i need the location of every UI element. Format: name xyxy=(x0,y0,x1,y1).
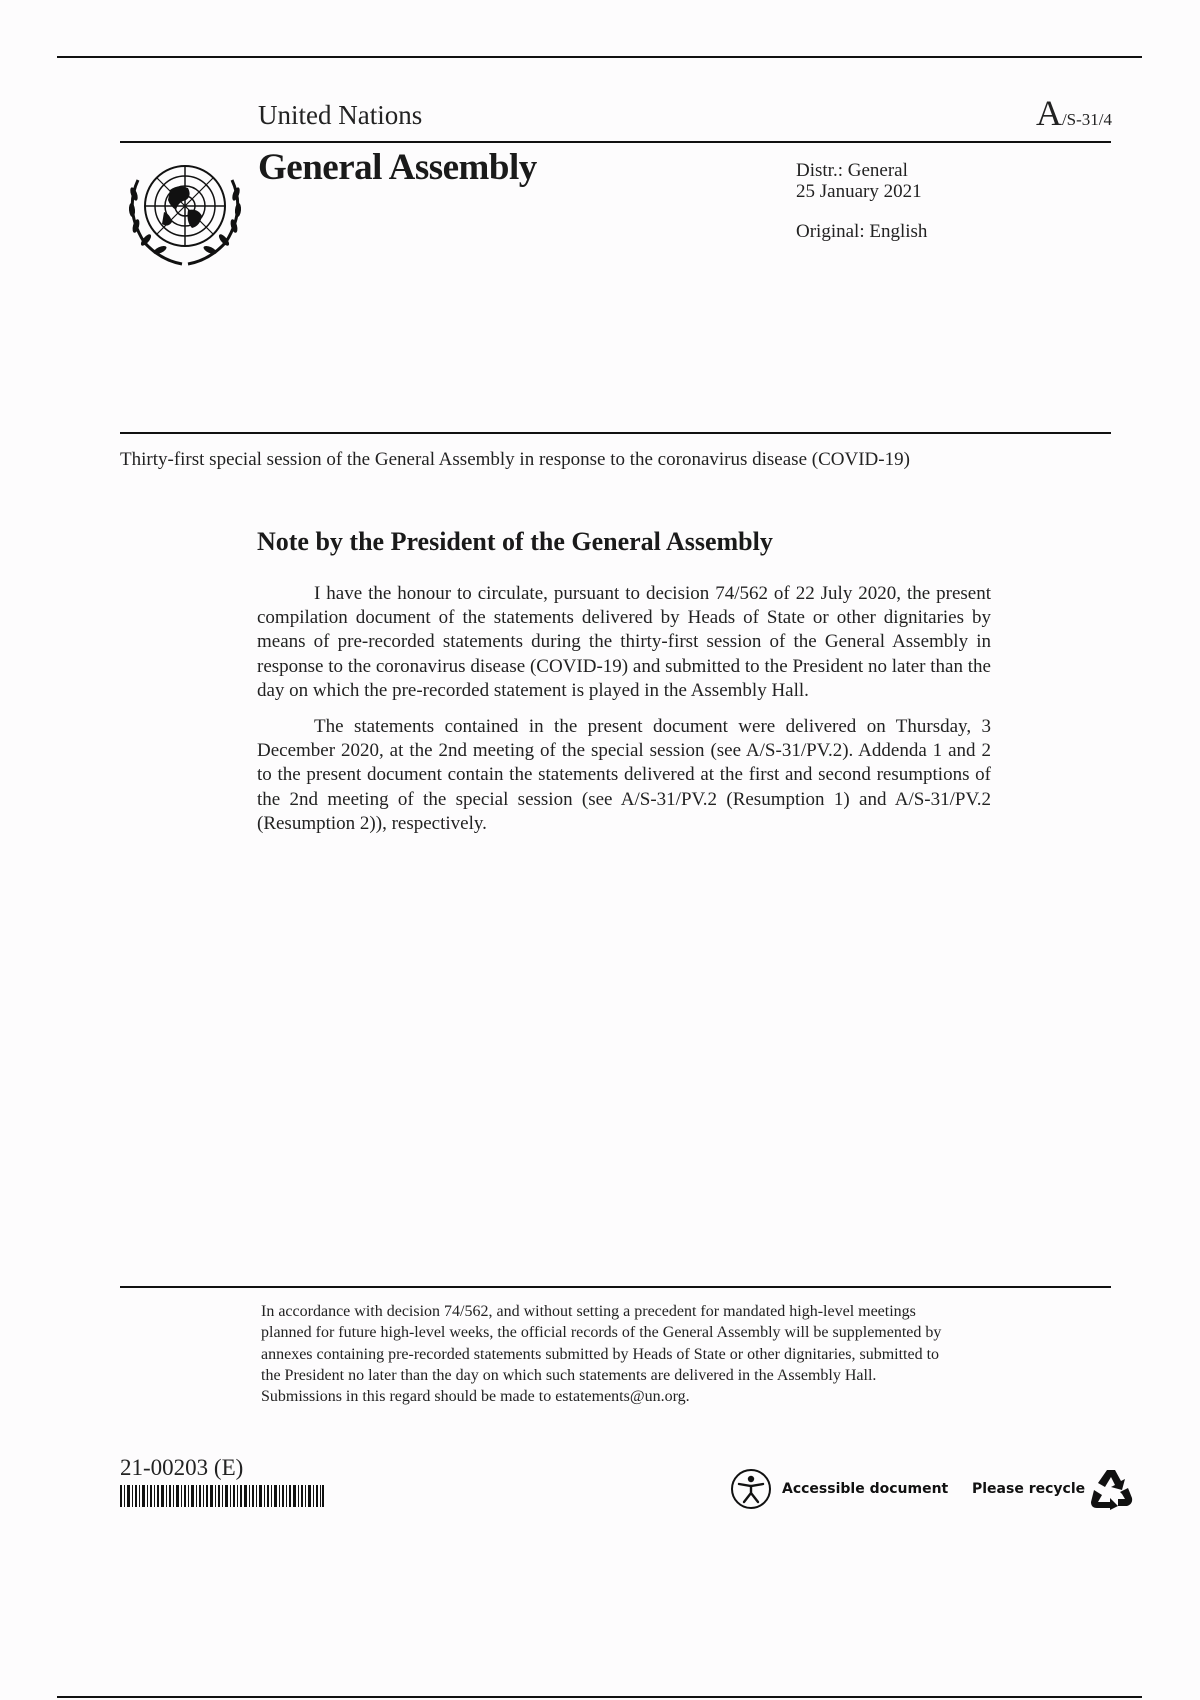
document-symbol xyxy=(1036,92,1112,134)
organization-label: United Nations xyxy=(258,100,423,130)
accessible-document-badge xyxy=(730,1468,948,1510)
symbol-suffix: /S-31/4 xyxy=(1061,110,1112,129)
session-title: Thirty-first special session of the General Assembly in response to the coronavirus disease (COVID-19) xyxy=(120,449,910,470)
original-language: Original: English xyxy=(796,221,928,242)
distribution-label: Distr.: General xyxy=(796,160,908,181)
document-number: 21-00203 (E) xyxy=(120,1455,244,1480)
symbol-prefix: A xyxy=(1035,93,1062,133)
distribution-block xyxy=(796,160,922,202)
barcode-icon xyxy=(120,1485,324,1507)
accessible-document-label: Accessible document xyxy=(782,1481,949,1497)
top-page-rule xyxy=(57,56,1142,58)
body-title: General Assembly xyxy=(258,147,537,188)
bottom-page-rule xyxy=(57,1696,1142,1698)
please-recycle-label: Please recycle xyxy=(972,1481,1086,1497)
header-rule xyxy=(120,141,1111,143)
please-recycle-badge xyxy=(972,1468,1133,1510)
un-emblem-icon xyxy=(120,150,250,268)
note-paragraph-1: I have the honour to circulate, pursuant to decision 74/562 of 22 July 2020, the present compilation document of the statements delivered by Heads of State or other dignitaries by means of pre-recorded statements during the thirty-first session of the General Assembly in response to the coronavirus disease (COVID-19) and submitted to the President no later than the day on which the pre-recorded statement is played in the Assembly Hall. xyxy=(257,583,991,701)
footnote-rule xyxy=(120,1286,1111,1288)
footnote-text: In accordance with decision 74/562, and without setting a precedent for mandated high-level meetings planned for future high-level weeks, the official records of the General Assembly will be supplemented by annexes containing pre-recorded statements submitted by Heads of State or other dignitaries, submitted to the President no later than the day on which such statements are delivered in the Assembly Hall. Submissions in this regard should be made to estatements@un.org. xyxy=(261,1303,942,1406)
accessibility-icon xyxy=(730,1468,772,1510)
document-date: 25 January 2021 xyxy=(796,181,922,202)
recycle-icon xyxy=(1089,1468,1133,1510)
note-paragraph-2: The statements contained in the present document were delivered on Thursday, 3 December 2020, at the 2nd meeting of the special session (see A/S-31/PV.2). Addenda 1 and 2 to the present document contain the statements delivered at the first and second resumptions of the 2nd meeting of the special session (see A/S-31/PV.2 (Resumption 1) and A/S-31/PV.2 (Resumption 2)), respectively. xyxy=(257,716,991,834)
note-body xyxy=(257,582,991,848)
note-heading: Note by the President of the General Assembly xyxy=(257,527,773,556)
session-rule xyxy=(120,432,1111,434)
